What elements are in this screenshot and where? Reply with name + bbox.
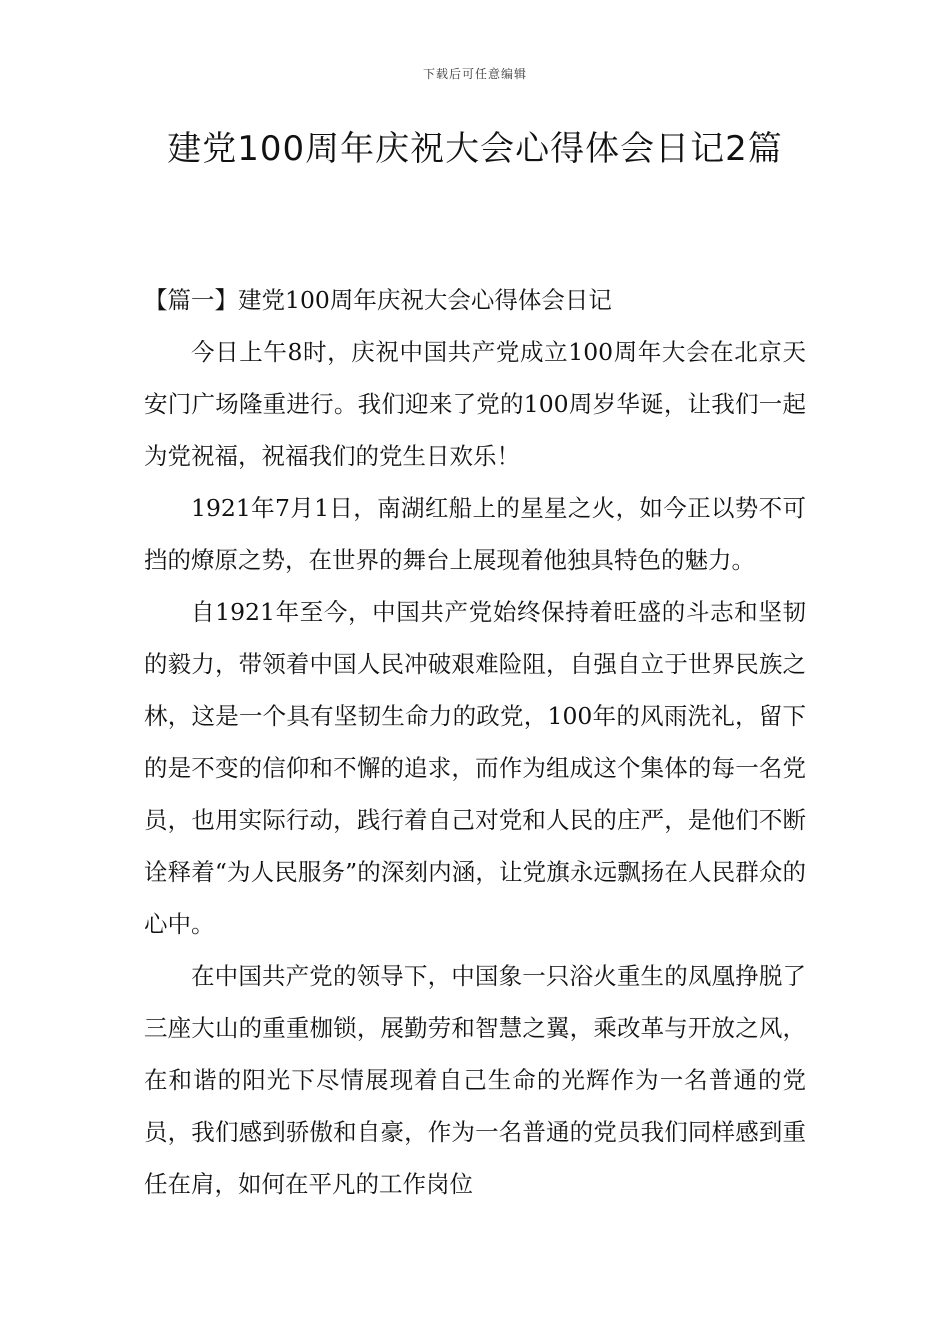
section-heading: 【篇一】建党100周年庆祝大会心得体会日记 (144, 286, 612, 314)
header-note: 下载后可任意编辑 (422, 67, 527, 81)
document-body (144, 274, 806, 1210)
document-title: 建党100周年庆祝大会心得体会日记2篇 (167, 129, 783, 169)
paragraph-4: 在中国共产党的领导下，中国象一只浴火重生的凤凰挣脱了三座大山的重重枷锁，展勤劳和智慧之翼，乘改革与开放之风，在和谐的阳光下尽情展现着自己生命的光辉作为一名普通的党员，我们感到骄傲和自豪，作为一名普通的党员我们同样感到重任在肩，如何在平凡的工作岗位 (144, 962, 806, 1198)
paragraph-1: 今日上午8时，庆祝中国共产党成立100周年大会在北京天安门广场隆重进行。我们迎来了党的100周岁华诞，让我们一起为党祝福，祝福我们的党生日欢乐！ (144, 338, 806, 470)
paragraph-3: 自1921年至今，中国共产党始终保持着旺盛的斗志和坚韧的毅力，带领着中国人民冲破艰难险阻，自强自立于世界民族之林，这是一个具有坚韧生命力的政党，100年的风雨洗礼，留下的是不变的信仰和不懈的追求，而作为组成这个集体的每一名党员，也用实际行动，践行着自己对党和人民的庄严，是他们不断诠释着“为人民服务”的深刻内涵，让党旗永远飘扬在人民群众的心中。 (144, 598, 806, 938)
paragraph-2: 1921年7月1日，南湖红船上的星星之火，如今正以势不可挡的燎原之势，在世界的舞台上展现着他独具特色的魅力。 (144, 494, 806, 574)
